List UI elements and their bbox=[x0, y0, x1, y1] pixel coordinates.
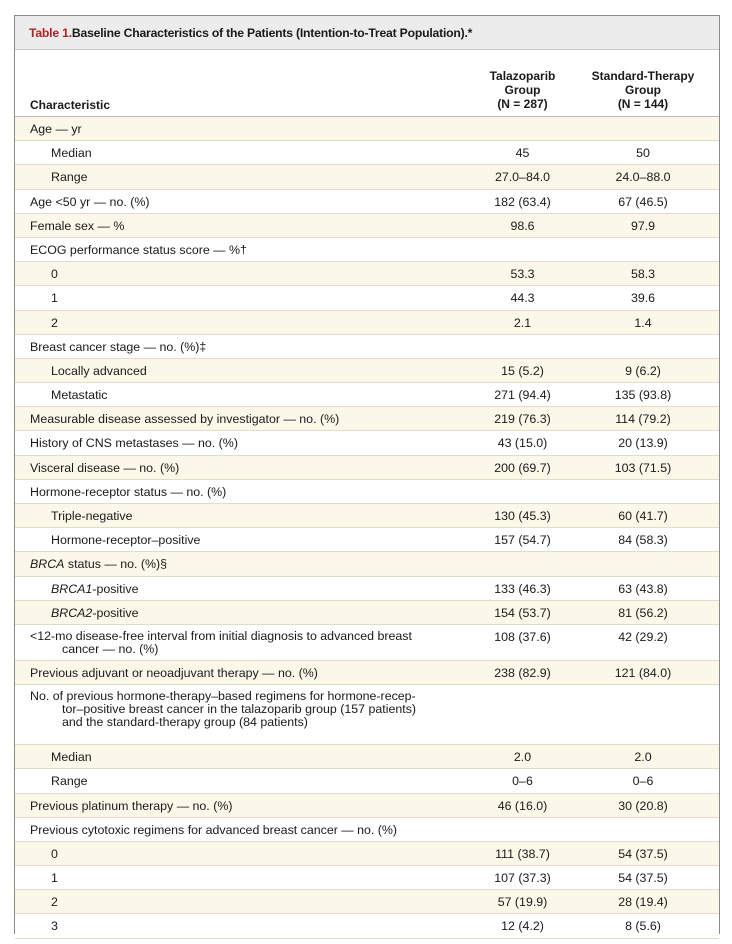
row-label bbox=[30, 219, 124, 233]
row-label-text: 0 bbox=[51, 846, 58, 861]
table-row bbox=[15, 311, 719, 335]
table-row bbox=[15, 769, 719, 793]
row-label-text: Previous adjuvant or neoadjuvant therapy — no. (%) bbox=[30, 665, 318, 680]
table-row bbox=[15, 456, 719, 480]
standard-therapy-value: 9 (6.2) bbox=[625, 363, 661, 378]
table-title-text: Baseline Characteristics of the Patients (Intention-to-Treat Population).* bbox=[71, 25, 473, 40]
row-label bbox=[30, 666, 318, 680]
table-row bbox=[15, 383, 719, 407]
row-label bbox=[51, 509, 133, 523]
table-row bbox=[15, 685, 719, 745]
row-label-line: cancer — no. (%) bbox=[62, 641, 159, 656]
header-line: Group bbox=[625, 83, 661, 97]
row-label-text: Female sex — % bbox=[30, 218, 125, 233]
table-row bbox=[15, 117, 719, 141]
standard-therapy-value: 30 (20.8) bbox=[618, 798, 668, 813]
row-label bbox=[51, 606, 138, 620]
row-label-text: Measurable disease assessed by investigator — no. (%) bbox=[30, 412, 340, 427]
row-label-text: Median bbox=[51, 146, 92, 161]
table-row bbox=[15, 214, 719, 238]
talazoparib-value: 108 (37.6) bbox=[494, 629, 551, 644]
row-label bbox=[51, 364, 147, 378]
row-label bbox=[30, 340, 206, 354]
row-label-italic: BRCA bbox=[30, 557, 65, 572]
table-row bbox=[15, 286, 719, 310]
talazoparib-value: 133 (46.3) bbox=[494, 581, 551, 596]
table-row bbox=[15, 190, 719, 214]
row-label bbox=[30, 485, 226, 499]
table-body bbox=[15, 117, 719, 939]
standard-therapy-value: 1.4 bbox=[634, 315, 652, 330]
talazoparib-value: 98.6 bbox=[510, 218, 535, 233]
talazoparib-value: 107 (37.3) bbox=[494, 871, 551, 886]
row-label bbox=[51, 170, 88, 184]
standard-therapy-value: 121 (84.0) bbox=[614, 665, 672, 680]
row-label bbox=[51, 750, 92, 764]
talazoparib-value: 53.3 bbox=[510, 267, 535, 282]
talazoparib-value: 111 (38.7) bbox=[495, 846, 550, 861]
row-label-text: ECOG performance status score — %† bbox=[30, 242, 247, 257]
standard-therapy-value: 0–6 bbox=[632, 774, 654, 789]
row-label-text: Range bbox=[51, 170, 88, 185]
table-row bbox=[15, 661, 719, 685]
row-label-text: -positive bbox=[92, 581, 139, 596]
talazoparib-value: 43 (15.0) bbox=[497, 436, 548, 451]
header-talazoparib-group bbox=[465, 69, 580, 111]
row-label bbox=[51, 388, 107, 402]
standard-therapy-value: 103 (71.5) bbox=[614, 460, 672, 475]
row-label bbox=[51, 895, 58, 909]
talazoparib-value: 2.0 bbox=[513, 750, 532, 765]
row-label-text: Age <50 yr — no. (%) bbox=[30, 194, 150, 209]
row-label-text: Range bbox=[51, 774, 88, 789]
table-frame bbox=[14, 15, 720, 934]
header-line: (N = 287) bbox=[497, 97, 548, 111]
table-row bbox=[15, 625, 719, 661]
row-label bbox=[51, 316, 58, 330]
table-row bbox=[15, 745, 719, 769]
row-label bbox=[51, 533, 200, 547]
table-row bbox=[15, 431, 719, 455]
row-label-line: and the standard-therapy group (84 patients) bbox=[62, 715, 308, 730]
table-row bbox=[15, 818, 719, 842]
row-label bbox=[30, 243, 247, 257]
row-label-text: 3 bbox=[51, 919, 58, 934]
table-row bbox=[15, 262, 719, 286]
row-label-text: Previous platinum therapy — no. (%) bbox=[30, 798, 233, 813]
row-label-text: 0 bbox=[51, 267, 58, 282]
talazoparib-value: 130 (45.3) bbox=[494, 509, 551, 523]
standard-therapy-value: 63 (43.8) bbox=[618, 581, 668, 596]
table-row bbox=[15, 504, 719, 528]
table-title bbox=[15, 16, 719, 50]
talazoparib-value: 0–6 bbox=[512, 774, 533, 789]
row-label-text: Previous cytotoxic regimens for advanced breast cancer — no. (%) bbox=[30, 822, 398, 837]
talazoparib-value: 45 bbox=[515, 146, 530, 161]
table-row bbox=[15, 528, 719, 552]
standard-therapy-value: 28 (19.4) bbox=[618, 895, 668, 910]
standard-therapy-value: 114 (79.2) bbox=[615, 412, 671, 427]
row-label-text: Age — yr bbox=[30, 122, 82, 136]
row-label bbox=[30, 122, 82, 136]
row-label-text: 1 bbox=[51, 871, 58, 886]
row-label bbox=[30, 557, 167, 571]
table-row bbox=[15, 577, 719, 601]
standard-therapy-value: 2.0 bbox=[634, 750, 652, 765]
talazoparib-value: 157 (54.7) bbox=[494, 533, 551, 548]
row-label bbox=[30, 823, 397, 837]
row-label-text: 1 bbox=[51, 291, 58, 306]
row-label-text: Metastatic bbox=[51, 388, 108, 403]
row-label-text: -positive bbox=[92, 605, 139, 620]
row-label-text: status — no. (%)§ bbox=[64, 557, 168, 572]
table-row bbox=[15, 335, 719, 359]
row-label bbox=[51, 774, 88, 788]
talazoparib-value: 200 (69.7) bbox=[494, 460, 551, 475]
talazoparib-value: 27.0–84.0 bbox=[494, 170, 551, 185]
row-label bbox=[51, 582, 138, 596]
header-standard-therapy-group bbox=[585, 69, 701, 111]
talazoparib-value: 12 (4.2) bbox=[501, 919, 544, 934]
standard-therapy-value: 135 (93.8) bbox=[614, 388, 672, 403]
row-label-text: Hormone-receptor–positive bbox=[51, 533, 201, 548]
talazoparib-value: 154 (53.7) bbox=[494, 605, 551, 620]
row-label bbox=[30, 436, 238, 450]
row-label bbox=[51, 267, 58, 281]
table-row bbox=[15, 238, 719, 262]
standard-therapy-value: 50 bbox=[636, 146, 650, 161]
header-line: Talazoparib bbox=[489, 69, 556, 83]
table-row bbox=[15, 552, 719, 576]
standard-therapy-value: 39.6 bbox=[630, 291, 656, 306]
talazoparib-value: 182 (63.4) bbox=[494, 194, 551, 209]
row-label-text: Locally advanced bbox=[51, 363, 147, 378]
talazoparib-value: 2.1 bbox=[513, 315, 532, 330]
table-row bbox=[15, 601, 719, 625]
row-label-italic: BRCA1 bbox=[51, 581, 93, 596]
row-label-text: 2 bbox=[51, 315, 58, 330]
table-header bbox=[15, 50, 719, 117]
row-label-line: tor–positive breast cancer in the talazoparib group (157 patients) bbox=[62, 702, 417, 717]
table-row bbox=[15, 842, 719, 866]
table-number: Table 1. bbox=[29, 25, 72, 40]
talazoparib-value: 219 (76.3) bbox=[494, 412, 551, 427]
row-label bbox=[30, 195, 149, 209]
row-label-text: History of CNS metastases — no. (%) bbox=[30, 436, 238, 451]
standard-therapy-value: 54 (37.5) bbox=[618, 871, 668, 886]
row-label-text: Hormone-receptor status — no. (%) bbox=[30, 484, 227, 499]
standard-therapy-value: 81 (56.2) bbox=[618, 605, 668, 620]
row-label-italic: BRCA2 bbox=[51, 605, 93, 620]
talazoparib-value: 238 (82.9) bbox=[494, 665, 551, 680]
row-label-text: 2 bbox=[51, 895, 58, 910]
table-row bbox=[15, 480, 719, 504]
standard-therapy-value: 58.3 bbox=[630, 267, 656, 282]
row-label bbox=[30, 461, 179, 475]
table-row bbox=[15, 914, 719, 938]
standard-therapy-value: 8 (5.6) bbox=[625, 919, 661, 934]
header-line: Group bbox=[504, 83, 541, 97]
standard-therapy-value: 20 (13.9) bbox=[618, 436, 668, 451]
talazoparib-value: 44.3 bbox=[510, 291, 535, 306]
standard-therapy-value: 97.9 bbox=[630, 218, 656, 233]
table-row bbox=[15, 407, 719, 431]
talazoparib-value: 271 (94.4) bbox=[494, 388, 551, 403]
talazoparib-value: 57 (19.9) bbox=[497, 895, 548, 910]
standard-therapy-value: 67 (46.5) bbox=[618, 194, 668, 209]
row-label bbox=[30, 630, 412, 656]
row-label bbox=[51, 291, 58, 305]
table-row bbox=[15, 359, 719, 383]
table-row bbox=[15, 141, 719, 165]
row-label-text: Visceral disease — no. (%) bbox=[30, 460, 180, 475]
row-label bbox=[51, 871, 58, 885]
row-label bbox=[51, 146, 92, 160]
table-row bbox=[15, 890, 719, 914]
row-label-line: <12-mo disease-free interval from initial diagnosis to advanced breast bbox=[30, 628, 412, 643]
header-line: Standard-Therapy bbox=[591, 69, 695, 83]
row-label bbox=[30, 412, 339, 426]
header-line: (N = 144) bbox=[617, 97, 669, 111]
header-characteristic: Characteristic bbox=[30, 98, 111, 112]
row-label bbox=[30, 799, 232, 813]
row-label-text: Breast cancer stage — no. (%)‡ bbox=[30, 339, 207, 354]
standard-therapy-value: 84 (58.3) bbox=[618, 533, 668, 548]
standard-therapy-value: 42 (29.2) bbox=[618, 629, 668, 644]
talazoparib-value: 15 (5.2) bbox=[501, 363, 544, 378]
row-label bbox=[30, 690, 416, 729]
row-label-line: No. of previous hormone-therapy–based regimens for hormone-recep- bbox=[30, 689, 416, 704]
talazoparib-value: 46 (16.0) bbox=[497, 798, 548, 813]
table-row bbox=[15, 866, 719, 890]
standard-therapy-value: 54 (37.5) bbox=[618, 846, 668, 861]
row-label-text: Median bbox=[51, 750, 92, 765]
standard-therapy-value: 24.0–88.0 bbox=[615, 170, 671, 185]
standard-therapy-value: 60 (41.7) bbox=[618, 509, 668, 523]
row-label bbox=[51, 847, 58, 861]
table-row bbox=[15, 165, 719, 189]
row-label bbox=[51, 919, 58, 933]
table-row bbox=[15, 794, 719, 818]
row-label-text: Triple-negative bbox=[51, 509, 133, 523]
